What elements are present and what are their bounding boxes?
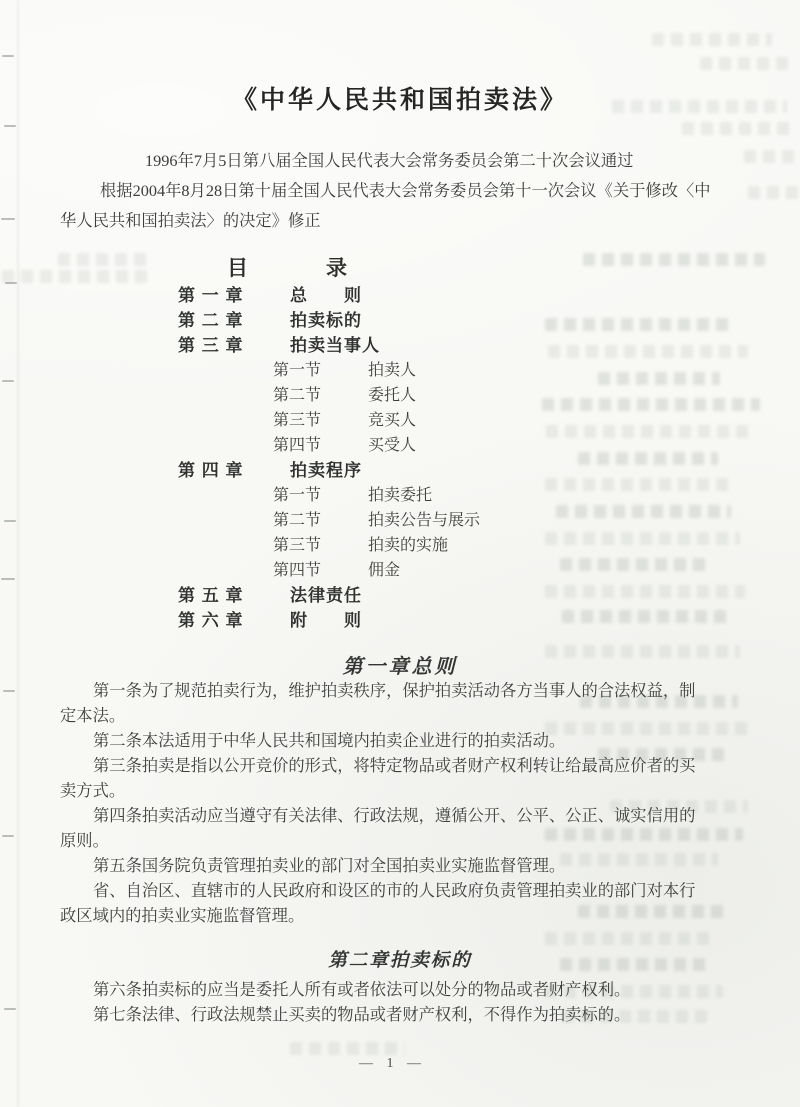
body-line: 定本法。 — [60, 706, 126, 725]
bleedthrough-mark — [583, 253, 765, 266]
toc-section-title: 买受人 — [368, 437, 417, 454]
chapter-2-body — [60, 977, 760, 1027]
edge-tick — [4, 125, 16, 127]
toc-section-label: 第一节 — [273, 487, 322, 504]
body-line: 省、自治区、直辖市的人民政府和设区的市的人民政府负责管理拍卖业的部门对本行 — [93, 881, 696, 900]
bleedthrough-mark — [682, 122, 794, 135]
toc-section-title: 拍卖委托 — [368, 487, 433, 504]
paper-edge-line — [17, 0, 19, 1107]
body-line: 政区域内的拍卖业实施监督管理。 — [60, 906, 305, 925]
edge-tick — [3, 690, 15, 692]
toc-chapter-label: 第 六 章 — [178, 611, 244, 630]
bleedthrough-mark — [290, 1042, 405, 1055]
bleedthrough-mark — [578, 452, 718, 465]
toc-chapter-label: 第 一 章 — [178, 286, 244, 305]
bleedthrough-mark — [700, 57, 795, 70]
toc-row-section — [178, 408, 598, 433]
chapter-1-body — [60, 678, 760, 928]
toc-section-title: 佣金 — [368, 562, 401, 579]
toc-section-label: 第三节 — [273, 412, 322, 429]
body-line: 第三条拍卖是指以公开竞价的形式，将特定物品或者财产权利转让给最高应价者的买 — [93, 756, 696, 775]
toc-row-chapter-1 — [178, 283, 598, 308]
toc-chapter-label: 第 三 章 — [178, 336, 244, 355]
edge-tick — [2, 380, 14, 382]
edge-tick — [4, 520, 16, 522]
toc-chapter-title: 拍卖标的 — [290, 311, 362, 330]
edge-tick — [4, 1008, 16, 1010]
bleedthrough-mark — [58, 253, 153, 266]
toc-section-title: 拍卖人 — [368, 362, 417, 379]
toc-row-chapter-6 — [178, 608, 598, 633]
edge-tick — [2, 835, 14, 837]
toc-row-chapter-3 — [178, 333, 598, 358]
toc-chapter-label: 第 二 章 — [178, 311, 244, 330]
toc-section-label: 第一节 — [273, 362, 322, 379]
toc-section-title: 委托人 — [368, 387, 417, 404]
toc-heading: 目 录 — [227, 257, 359, 280]
toc-row-section — [178, 483, 598, 508]
toc-chapter-title: 总 则 — [290, 286, 362, 305]
page-number: — 1 — — [359, 1056, 426, 1071]
toc-chapter-label: 第 四 章 — [178, 461, 244, 480]
toc-row-chapter-5 — [178, 583, 598, 608]
toc-chapter-title: 拍卖当事人 — [290, 336, 380, 355]
body-line: 第四条拍卖活动应当遵守有关法律、行政法规，遵循公开、公平、公正、诚实信用的 — [93, 806, 696, 825]
toc-row-section — [178, 358, 598, 383]
toc-chapter-label: 第 五 章 — [178, 586, 244, 605]
toc-row-section — [178, 383, 598, 408]
toc-row-section — [178, 533, 598, 558]
chapter-1-heading: 第一章总则 — [342, 656, 458, 678]
bleedthrough-mark — [2, 270, 147, 283]
toc-section-title: 拍卖的实施 — [368, 537, 449, 554]
bleedthrough-mark — [545, 932, 713, 945]
bleedthrough-mark — [652, 33, 772, 46]
toc-row-section — [178, 508, 598, 533]
toc-row-section — [178, 558, 598, 583]
edge-tick — [1, 578, 15, 580]
chapter-2-heading: 第二章拍卖标的 — [328, 951, 472, 971]
body-line: 第一条为了规范拍卖行为，维护拍卖秩序，保护拍卖活动各方当事人的合法权益，制 — [93, 681, 696, 700]
toc-section-label: 第四节 — [273, 437, 322, 454]
toc-section-label: 第四节 — [273, 562, 322, 579]
body-line: 卖方式。 — [60, 781, 126, 800]
table-of-contents — [178, 252, 598, 633]
bleedthrough-mark — [744, 150, 799, 163]
edge-tick — [1, 218, 15, 220]
bleedthrough-mark — [598, 372, 720, 385]
body-line: 原则。 — [60, 831, 109, 850]
toc-row-chapter-4 — [178, 458, 598, 483]
toc-chapter-title: 法律责任 — [290, 586, 362, 605]
toc-chapter-title: 拍卖程序 — [290, 461, 362, 480]
toc-chapter-title: 附 则 — [290, 611, 362, 630]
preamble — [60, 146, 750, 236]
body-line: 第七条法律、行政法规禁止买卖的物品或者财产权利，不得作为拍卖标的。 — [93, 1005, 631, 1024]
toc-row-chapter-2 — [178, 308, 598, 333]
bleedthrough-mark — [748, 186, 798, 199]
preamble-line-2: 根据2004年8月28日第十届全国人民代表大会常务委员会第十一次会议《关于修改〈中 — [100, 181, 711, 200]
toc-section-title: 竞买人 — [368, 412, 417, 429]
body-line: 第六条拍卖标的应当是委托人所有或者依法可以处分的物品或者财产权利。 — [93, 980, 631, 999]
preamble-line-3: 华人民共和国拍卖法〉的决定》修正 — [60, 211, 321, 230]
toc-section-label: 第二节 — [273, 512, 322, 529]
document-title: 《中华人民共和国拍卖法》 — [231, 86, 568, 114]
body-line: 第二条本法适用于中华人民共和国境内拍卖企业进行的拍卖活动。 — [93, 731, 566, 750]
toc-section-label: 第二节 — [273, 387, 322, 404]
toc-row-section — [178, 433, 598, 458]
preamble-line-1: 1996年7月5日第八届全国人民代表大会常务委员会第二十次会议通过 — [145, 151, 634, 170]
edge-tick — [2, 55, 14, 57]
toc-section-label: 第三节 — [273, 537, 322, 554]
body-line: 第五条国务院负责管理拍卖业的部门对全国拍卖业实施监督管理。 — [93, 856, 566, 875]
toc-section-title: 拍卖公告与展示 — [368, 512, 481, 529]
